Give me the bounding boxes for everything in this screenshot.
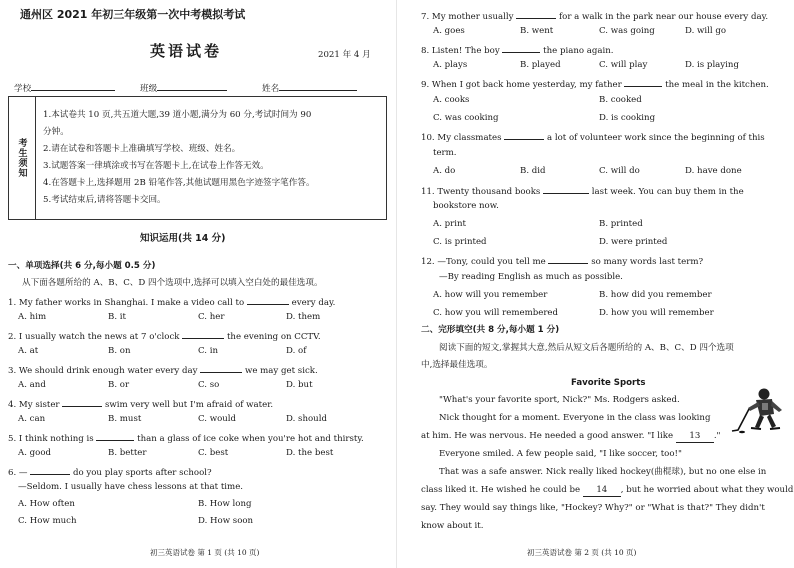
part1-title: 一、单项选择(共 6 分,每小题 0.5 分): [8, 261, 156, 271]
option[interactable]: B. how did you remember: [599, 290, 712, 300]
hockey-player-illustration: [730, 386, 788, 438]
option[interactable]: D. them: [286, 312, 321, 322]
school-label: 学校: [14, 84, 32, 94]
option[interactable]: B. How long: [198, 499, 252, 509]
option[interactable]: B. cooked: [599, 95, 642, 105]
option[interactable]: C. would: [198, 414, 237, 424]
question-text: every day.: [291, 298, 336, 308]
name-label: 姓名: [262, 84, 280, 94]
answer-blank[interactable]: [504, 130, 544, 140]
passage-line: say. They would say things like, "Hockey? Why?" or "What is that?" They didn't: [421, 503, 765, 513]
notice-line: 2.请在试卷和答题卡上准确填写学校、班级、姓名。: [43, 144, 241, 154]
question-6: [8, 465, 212, 479]
answer-blank[interactable]: [624, 77, 662, 87]
option[interactable]: B. must: [108, 414, 142, 424]
notice-label: 考生须知: [16, 138, 27, 178]
question-text: do you play sports after school?: [73, 468, 212, 478]
option[interactable]: B. did: [520, 166, 546, 176]
option[interactable]: D. How soon: [198, 516, 254, 526]
answer-blank[interactable]: [30, 465, 70, 475]
class-label: 班级: [140, 84, 158, 94]
option[interactable]: A. goes: [433, 26, 465, 36]
question-text: 4. My sister: [8, 400, 60, 410]
question-11: [421, 184, 744, 198]
option[interactable]: C. was going: [599, 26, 655, 36]
question-text: the meal in the kitchen.: [665, 80, 769, 90]
option[interactable]: C. will do: [599, 166, 640, 176]
option[interactable]: D. should: [286, 414, 327, 424]
question-2: [8, 329, 321, 343]
question-text: 9. When I got back home yesterday, my father: [421, 80, 622, 90]
school-field[interactable]: [14, 81, 115, 95]
option[interactable]: D. were printed: [599, 237, 668, 247]
answer-blank[interactable]: [200, 363, 242, 373]
exam-date: 2021 年 4 月: [318, 50, 371, 60]
question-10: [421, 130, 765, 144]
option[interactable]: C. best: [198, 448, 229, 458]
option[interactable]: C. will play: [599, 60, 648, 70]
option[interactable]: D. of: [286, 346, 307, 356]
option[interactable]: B. or: [108, 380, 130, 390]
question-text: 7. My mother usually: [421, 12, 514, 22]
part2-instruction: 中,选择最佳选项。: [421, 360, 493, 370]
school-blank[interactable]: [31, 81, 115, 91]
option[interactable]: C. is printed: [433, 237, 487, 247]
passage-line: [421, 431, 721, 443]
option[interactable]: C. her: [198, 312, 225, 322]
option[interactable]: A. good: [18, 448, 52, 458]
question-text: 12. —Tony, could you tell me: [421, 257, 546, 267]
name-field[interactable]: [262, 81, 357, 95]
answer-blank[interactable]: [543, 184, 589, 194]
passage-line: know about it.: [421, 521, 484, 531]
passage-line: Everyone smiled. A few people said, "I like soccer, too!": [439, 449, 682, 459]
passage-line: That was a safe answer. Nick really liked hockey(曲棍球), but no one else in: [439, 467, 767, 477]
answer-blank[interactable]: [182, 329, 224, 339]
question-5: [8, 431, 364, 445]
passage-line: "What's your favorite sport, Nick?" Ms. Rodgers asked.: [439, 395, 680, 405]
notice-line: 分钟。: [43, 127, 69, 137]
question-12-response: —By reading English as much as possible.: [439, 272, 623, 282]
option[interactable]: C. in: [198, 346, 219, 356]
option[interactable]: A. do: [433, 166, 456, 176]
option[interactable]: B. it: [108, 312, 126, 322]
question-text: 10. My classmates: [421, 133, 502, 143]
question-text: a lot of volunteer work since the beginning of this: [546, 133, 765, 143]
question-12: [421, 254, 703, 268]
part1-instruction: 从下面各题所给的 A、B、C、D 四个选项中,选择可以填入空白处的最佳选项。: [22, 278, 323, 288]
cloze-blank-13[interactable]: 13: [676, 431, 714, 443]
option[interactable]: D. the best: [286, 448, 334, 458]
question-text: 8. Listen! The boy: [421, 46, 500, 56]
option[interactable]: D. is playing: [685, 60, 739, 70]
page-footer: 初三英语试卷 第 1 页 (共 10 页): [150, 548, 260, 557]
passage-text: , but he worried about what they would: [620, 485, 794, 495]
option[interactable]: C. how you will remembered: [433, 308, 559, 318]
option[interactable]: A. plays: [433, 60, 468, 70]
option[interactable]: A. How often: [18, 499, 75, 509]
option[interactable]: A. cooks: [433, 95, 470, 105]
question-11-continued: bookstore now.: [433, 201, 499, 211]
part2-instruction: 阅读下面的短文,掌握其大意,然后从短文后各题所给的 A、B、C、D 四个选项: [439, 343, 734, 353]
question-8: [421, 43, 614, 57]
question-10-continued: term.: [433, 148, 457, 158]
notice-line: 5.考试结束后,请将答题卡交回。: [43, 195, 166, 205]
passage-text: at him. He was nervous. He needed a good answer. "I like: [421, 431, 674, 441]
answer-blank[interactable]: [548, 254, 588, 264]
question-text: the piano again.: [543, 46, 614, 56]
option[interactable]: B. on: [108, 346, 131, 356]
question-text: 6. —: [8, 468, 28, 478]
option[interactable]: A. can: [18, 414, 46, 424]
notice-label-cell: [9, 97, 36, 219]
option[interactable]: D. will go: [685, 26, 727, 36]
answer-blank[interactable]: [247, 295, 289, 305]
option[interactable]: B. went: [520, 26, 554, 36]
option[interactable]: A. how will you remember: [433, 290, 548, 300]
answer-blank[interactable]: [62, 397, 102, 407]
exam-header-title: 通州区 2021 年初三年级第一次中考模拟考试: [20, 8, 246, 21]
exam-notice-box: [8, 96, 387, 220]
passage-text: class liked it. He wished he could be: [421, 485, 581, 495]
subject-title: 英语试卷: [150, 42, 223, 60]
option[interactable]: B. played: [520, 60, 561, 70]
cloze-blank-14[interactable]: 14: [583, 485, 621, 497]
option[interactable]: C. so: [198, 380, 220, 390]
option[interactable]: A. print: [433, 219, 467, 229]
option[interactable]: A. him: [18, 312, 47, 322]
class-field[interactable]: [140, 81, 227, 95]
page-footer: 初三英语试卷 第 2 页 (共 10 页): [527, 548, 637, 557]
part2-title: 二、完形填空(共 8 分,每小题 1 分): [421, 325, 560, 335]
question-4: [8, 397, 273, 411]
question-text: 2. I usually watch the news at 7 o'clock: [8, 332, 180, 342]
notice-line: 1.本试卷共 10 页,共五道大题,39 道小题,满分为 60 分,考试时间为 90: [43, 110, 312, 120]
option[interactable]: D. have done: [685, 166, 742, 176]
question-9: [421, 77, 769, 91]
question-text: than a glass of ice coke when you're hot and thirsty.: [137, 434, 364, 444]
option[interactable]: C. How much: [18, 516, 77, 526]
passage-line: Nick thought for a moment. Everyone in the class was looking: [439, 413, 711, 423]
name-blank[interactable]: [279, 81, 357, 91]
option[interactable]: D. is cooking: [599, 113, 656, 123]
question-text: last week. You can buy them in the: [591, 187, 744, 197]
question-text: 1. My father works in Shanghai. I make a video call to: [8, 298, 245, 308]
option[interactable]: C. was cooking: [433, 113, 499, 123]
answer-blank[interactable]: [502, 43, 540, 53]
section-title: 知识运用(共 14 分): [140, 233, 226, 244]
question-1: [8, 295, 335, 309]
question-3: [8, 363, 318, 377]
question-text: 3. We should drink enough water every day: [8, 366, 198, 376]
question-text: the evening on CCTV.: [226, 332, 321, 342]
question-text: for a walk in the park near our house every day.: [558, 12, 769, 22]
question-text: 11. Twenty thousand books: [421, 187, 541, 197]
question-text: so many words last term?: [591, 257, 704, 267]
question-7: [421, 9, 768, 23]
question-text: we may get sick.: [244, 366, 318, 376]
passage-line: [421, 485, 793, 497]
answer-blank[interactable]: [96, 431, 134, 441]
question-text: swim very well but I'm afraid of water.: [105, 400, 274, 410]
exam-page-2: [397, 0, 794, 568]
passage-text: .": [713, 431, 721, 441]
class-blank[interactable]: [157, 81, 227, 91]
option[interactable]: D. how you will remember: [599, 308, 714, 318]
answer-blank[interactable]: [516, 9, 556, 19]
option[interactable]: B. printed: [599, 219, 643, 229]
option[interactable]: A. and: [18, 380, 46, 390]
option[interactable]: A. at: [18, 346, 39, 356]
passage-title: Favorite Sports: [571, 378, 646, 388]
question-6-response: —Seldom. I usually have chess lessons at that time.: [18, 482, 244, 492]
option[interactable]: D. but: [286, 380, 313, 390]
option[interactable]: B. better: [108, 448, 147, 458]
notice-line: 4.在答题卡上,选择题用 2B 铅笔作答,其他试题用黑色字迹签字笔作答。: [43, 178, 315, 188]
notice-line: 3.试题答案一律填涂或书写在答题卡上,在试卷上作答无效。: [43, 161, 269, 171]
question-text: 5. I think nothing is: [8, 434, 94, 444]
